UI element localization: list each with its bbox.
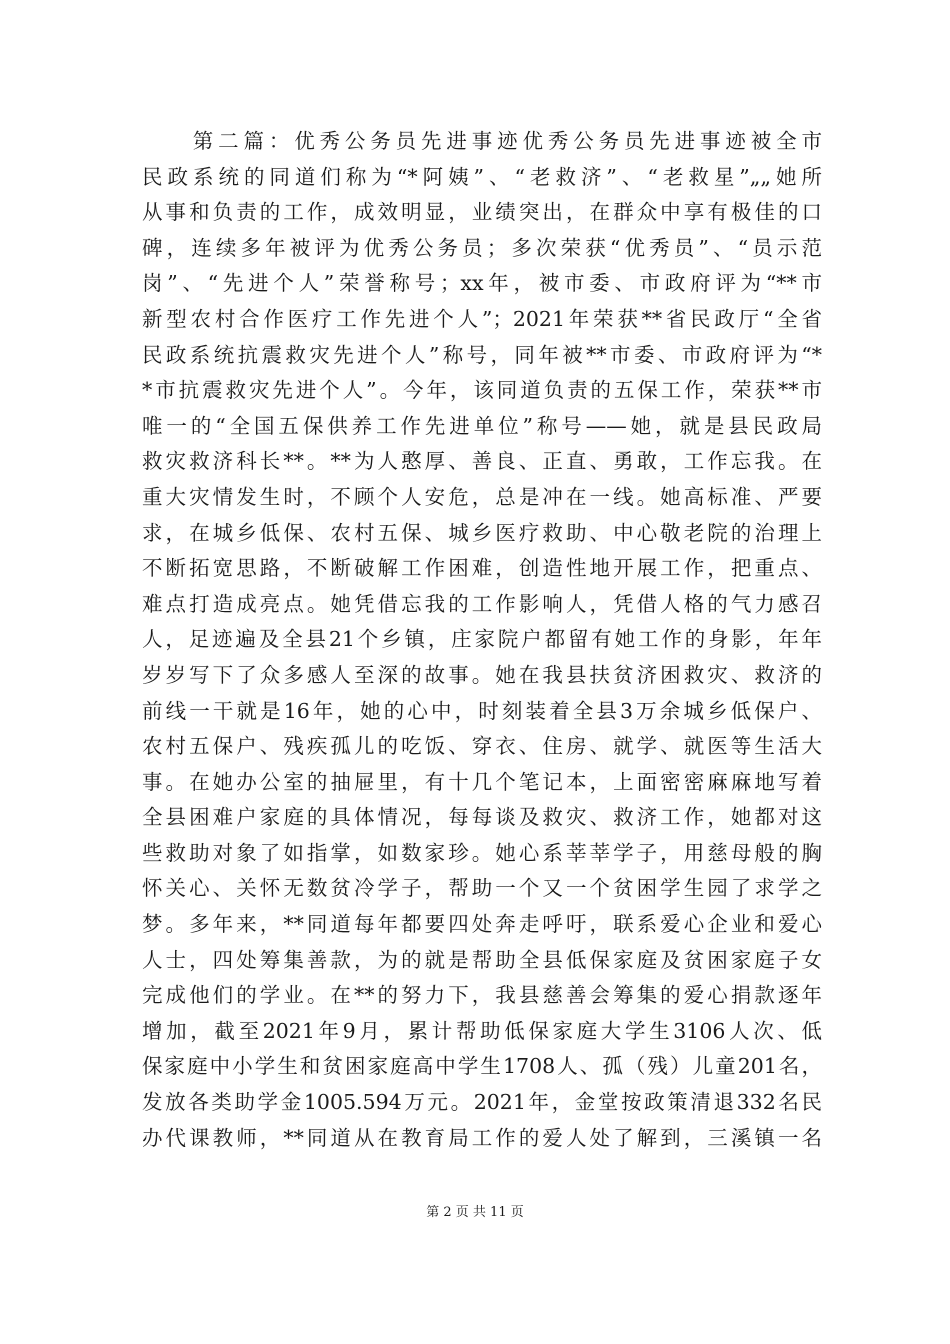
text-line: 岗”、“先进个人”荣誉称号；xx年，被市委、市政府评为“**市 bbox=[142, 271, 822, 296]
text-line: 农村五保户、残疾孤儿的吃饭、穿衣、住房、就学、就医等生活大 bbox=[142, 734, 822, 759]
text-line: 唯一的“全国五保供养工作先进单位”称号——她，就是县民政局 bbox=[142, 413, 822, 438]
text-line: 民政系统抗震救灾先进个人”称号，同年被**市委、市政府评为“* bbox=[142, 342, 822, 367]
document-body bbox=[142, 124, 822, 1156]
text-line: *市抗震救灾先进个人”。今年，该同道负责的五保工作，荣获**市 bbox=[142, 378, 822, 403]
page-number: 第 2 页 共 11 页 bbox=[426, 1205, 524, 1220]
text-line: 岁岁写下了众多感人至深的故事。她在我县扶贫济困救灾、救济的 bbox=[142, 662, 822, 687]
text-line: 求，在城乡低保、农村五保、城乡医疗救助、中心敬老院的治理上 bbox=[142, 520, 822, 545]
text-line: 不断拓宽思路，不断破解工作困难，创造性地开展工作，把重点、 bbox=[142, 556, 822, 581]
text-line: 些救助对象了如指掌，如数家珍。她心系莘莘学子，用慈母般的胸 bbox=[142, 840, 822, 865]
text-line: 难点打造成亮点。她凭借忘我的工作影响人，凭借人格的气力感召 bbox=[142, 591, 822, 616]
text-line: 保家庭中小学生和贫困家庭高中学生1708人、孤（残）儿童201名， bbox=[142, 1054, 822, 1079]
text-line: 发放各类助学金1005.594万元。2021年，金堂按政策清退332名民 bbox=[142, 1090, 822, 1115]
text-line: 人，足迹遍及全县21个乡镇，庄家院户都留有她工作的身影，年年 bbox=[142, 627, 822, 652]
text-line: 增加，截至2021年9月，累计帮助低保家庭大学生3106人次、低 bbox=[142, 1018, 822, 1043]
text-line: 第二篇：优秀公务员先进事迹优秀公务员先进事迹被全市 bbox=[142, 129, 822, 153]
text-line: 前线一干就是16年，她的心中，时刻装着全县3万余城乡低保户、 bbox=[142, 698, 822, 723]
text-line: 办代课教师，**同道从在教育局工作的爱人处了解到，三溪镇一名 bbox=[142, 1125, 822, 1150]
text-line: 救灾救济科长**。**为人憨厚、善良、正直、勇敢，工作忘我。在 bbox=[142, 449, 822, 474]
text-line: 碑，连续多年被评为优秀公务员；多次荣获“优秀员”、“员示范 bbox=[142, 235, 822, 260]
text-line: 人士，四处筹集善款，为的就是帮助全县低保家庭及贫困家庭子女 bbox=[142, 947, 822, 972]
text-line: 全县困难户家庭的具体情况，每每谈及救灾、救济工作，她都对这 bbox=[142, 805, 822, 830]
text-line: 从事和负责的工作，成效明显，业绩突出，在群众中享有极佳的口 bbox=[142, 200, 822, 225]
text-line: 新型农村合作医疗工作先进个人”；2021年荣获**省民政厅“全省 bbox=[142, 306, 822, 331]
text-line: 梦。多年来，**同道每年都要四处奔走呼吁，联系爱心企业和爱心 bbox=[142, 912, 822, 937]
text-line: 怀关心、关怀无数贫冷学子，帮助一个又一个贫困学生园了求学之 bbox=[142, 876, 822, 901]
text-line: 事。在她办公室的抽屉里，有十几个笔记本，上面密密麻麻地写着 bbox=[142, 769, 822, 794]
text-line: 重大灾情发生时，不顾个人安危，总是冲在一线。她高标准、严要 bbox=[142, 484, 822, 509]
text-line: 民政系统的同道们称为“*阿姨”、“老救济”、“老救星”„„她所 bbox=[142, 164, 822, 189]
text-line: 完成他们的学业。在**的努力下，我县慈善会筹集的爱心捐款逐年 bbox=[142, 983, 822, 1008]
